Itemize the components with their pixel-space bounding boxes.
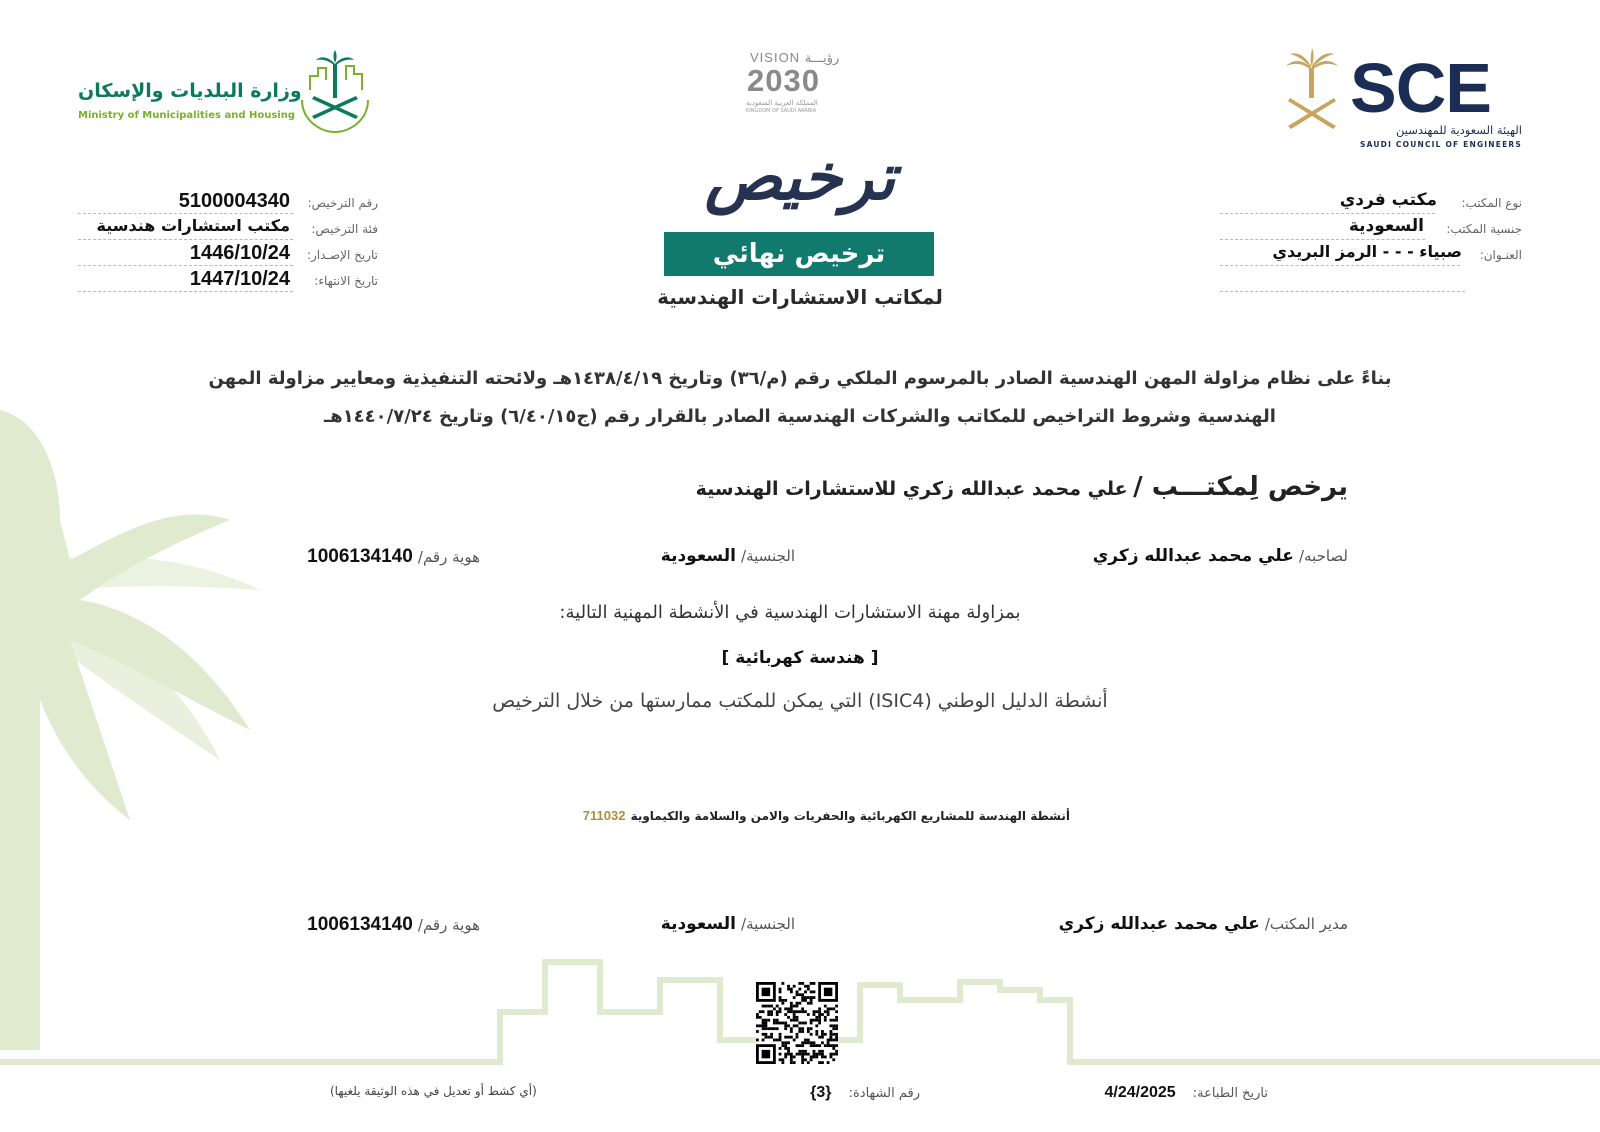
license-subtitle: لمكاتب الاستشارات الهندسية	[657, 285, 943, 309]
tamper-warning-note: (أي كشط أو تعديل في هذه الوثيقة يلغيها)	[330, 1084, 537, 1098]
office-address-label: العنـوان:	[1479, 248, 1522, 262]
sce-wordmark: SCE	[1350, 49, 1491, 127]
print-date-label: تاريخ الطباعة:	[1192, 1086, 1268, 1101]
manager-id-value: 1006134140	[307, 914, 413, 935]
vision-year: 2030	[747, 63, 820, 98]
license-expiry-date-value: 1447/10/24	[189, 268, 290, 290]
office-type-field	[1220, 190, 1522, 216]
print-date-group	[1104, 1082, 1268, 1102]
license-number-label: رقم الترخيص:	[307, 196, 378, 210]
certificate-number-label: رقم الشهادة:	[848, 1086, 920, 1101]
ministry-emblem-icon	[290, 50, 380, 134]
owner-name-group	[1093, 546, 1348, 566]
verification-qr-code[interactable]	[756, 982, 838, 1064]
license-category-field	[78, 216, 378, 242]
certificate-number-group	[810, 1082, 920, 1102]
sce-logo	[1282, 48, 1522, 153]
owner-name: علي محمد عبدالله زكري	[1092, 546, 1294, 566]
license-number-value: 5100004340	[178, 190, 290, 212]
final-license-banner: ترخيص نهائي	[664, 232, 934, 276]
owner-id-label: هوية رقم/	[417, 548, 480, 566]
manager-label: مدير المكتب/	[1264, 915, 1348, 933]
palm-tree-watermark	[0, 410, 260, 1050]
legal-preamble	[200, 360, 1400, 436]
vision-kingdom-english: KINGDOM OF SAUDI ARABIA	[746, 108, 817, 114]
owner-nationality-label: الجنسية/	[741, 547, 795, 565]
vision-kingdom-arabic: المملكة العربية السعودية	[746, 99, 818, 107]
specialty-field: [ هندسة كهربائية ]	[721, 648, 879, 668]
certificate-number-value: {3}	[810, 1084, 832, 1101]
manager-nationality-value: السعودية	[660, 914, 736, 934]
print-date-value: 4/24/2025	[1104, 1084, 1176, 1101]
manager-id-label: هوية رقم/	[417, 916, 480, 934]
office-nationality-field	[1220, 216, 1522, 242]
license-issue-date-value: 1446/10/24	[189, 242, 290, 264]
office-extra-line	[1220, 268, 1465, 294]
office-type-value: مكتب فردي	[1339, 190, 1437, 210]
sce-name-english: SAUDI COUNCIL OF ENGINEERS	[1360, 140, 1522, 149]
manager-row	[0, 914, 1600, 944]
licensed-office-line	[696, 472, 1348, 502]
license-number-field	[78, 190, 378, 216]
office-nationality-label: جنسية المكتب:	[1446, 222, 1522, 236]
vision-2030-logo	[740, 50, 852, 116]
license-issue-date-label: تاريخ الإصـدار:	[306, 248, 378, 262]
license-expiry-date-label: تاريخ الانتهاء:	[314, 274, 378, 288]
preamble-line-1: بناءً على نظام مزاولة المهن الهندسية الصادر بالمرسوم الملكي رقم (م/٣٦) وتاريخ ١٤٣٨/٤/١٩هـ ولائحته التنفيذية ومعايير مزاولة المهن	[208, 368, 1392, 389]
office-address-value: صبياء - - - الرمز البريدي	[1272, 242, 1462, 261]
license-expiry-date-field	[78, 268, 378, 294]
manager-name: علي محمد عبدالله زكري	[1058, 914, 1260, 934]
preamble-line-2: الهندسية وشروط التراخيص للمكاتب والشركات الهندسية الصادر بالقرار رقم (ج٦/٤٠/١٥) وتاريخ ١٤٤٠/٧/٢٤هـ	[324, 406, 1276, 427]
vision-label: VISION رؤيـــة	[750, 50, 840, 65]
ministry-name-english: Ministry of Municipalities and Housing	[78, 110, 295, 121]
owner-nationality-group	[661, 546, 795, 566]
manager-nationality-group	[661, 914, 795, 934]
manager-id-group	[307, 914, 480, 936]
practice-statement: بمزاولة مهنة الاستشارات الهندسية في الأنشطة المهنية التالية:	[559, 602, 1021, 623]
manager-name-group	[1059, 914, 1348, 934]
license-category-value: مكتب استشارات هندسية	[96, 216, 290, 235]
license-grant-prefix: يرخص لِمكتـــب /	[1133, 472, 1348, 502]
owner-nationality-value: السعودية	[660, 546, 736, 566]
license-issue-date-field	[78, 242, 378, 268]
owner-id-value: 1006134140	[307, 546, 413, 567]
isic4-note: أنشطة الدليل الوطني (ISIC4) التي يمكن للمكتب ممارستها من خلال الترخيص	[492, 690, 1108, 712]
manager-nationality-label: الجنسية/	[741, 915, 795, 933]
office-address-field	[1220, 242, 1522, 268]
owner-id-group	[307, 546, 480, 568]
sce-name-arabic: الهيئة السعودية للمهندسين	[1396, 123, 1522, 137]
office-type-label: نوع المكتب:	[1461, 196, 1522, 210]
activity-code: 711032	[582, 808, 626, 823]
license-category-label: فئة الترخيص:	[311, 222, 378, 236]
license-calligraphy-title: ترخيص	[704, 140, 896, 215]
activity-description: أنشطة الهندسة للمشاريع الكهربائية والحفريات والامن والسلامة والكيماوية	[630, 809, 1070, 823]
licensed-office-name: علي محمد عبدالله زكري للاستشارات الهندسية	[695, 478, 1128, 500]
ministry-name-arabic: وزارة البلديات والإسكان	[78, 80, 302, 102]
activity-item	[575, 805, 1070, 824]
palm-swords-emblem-icon	[1282, 48, 1342, 133]
owner-label: لصاحبه/	[1298, 547, 1348, 565]
office-nationality-value: السعودية	[1348, 216, 1424, 236]
ministry-logo	[70, 50, 380, 134]
owner-row	[0, 546, 1600, 576]
